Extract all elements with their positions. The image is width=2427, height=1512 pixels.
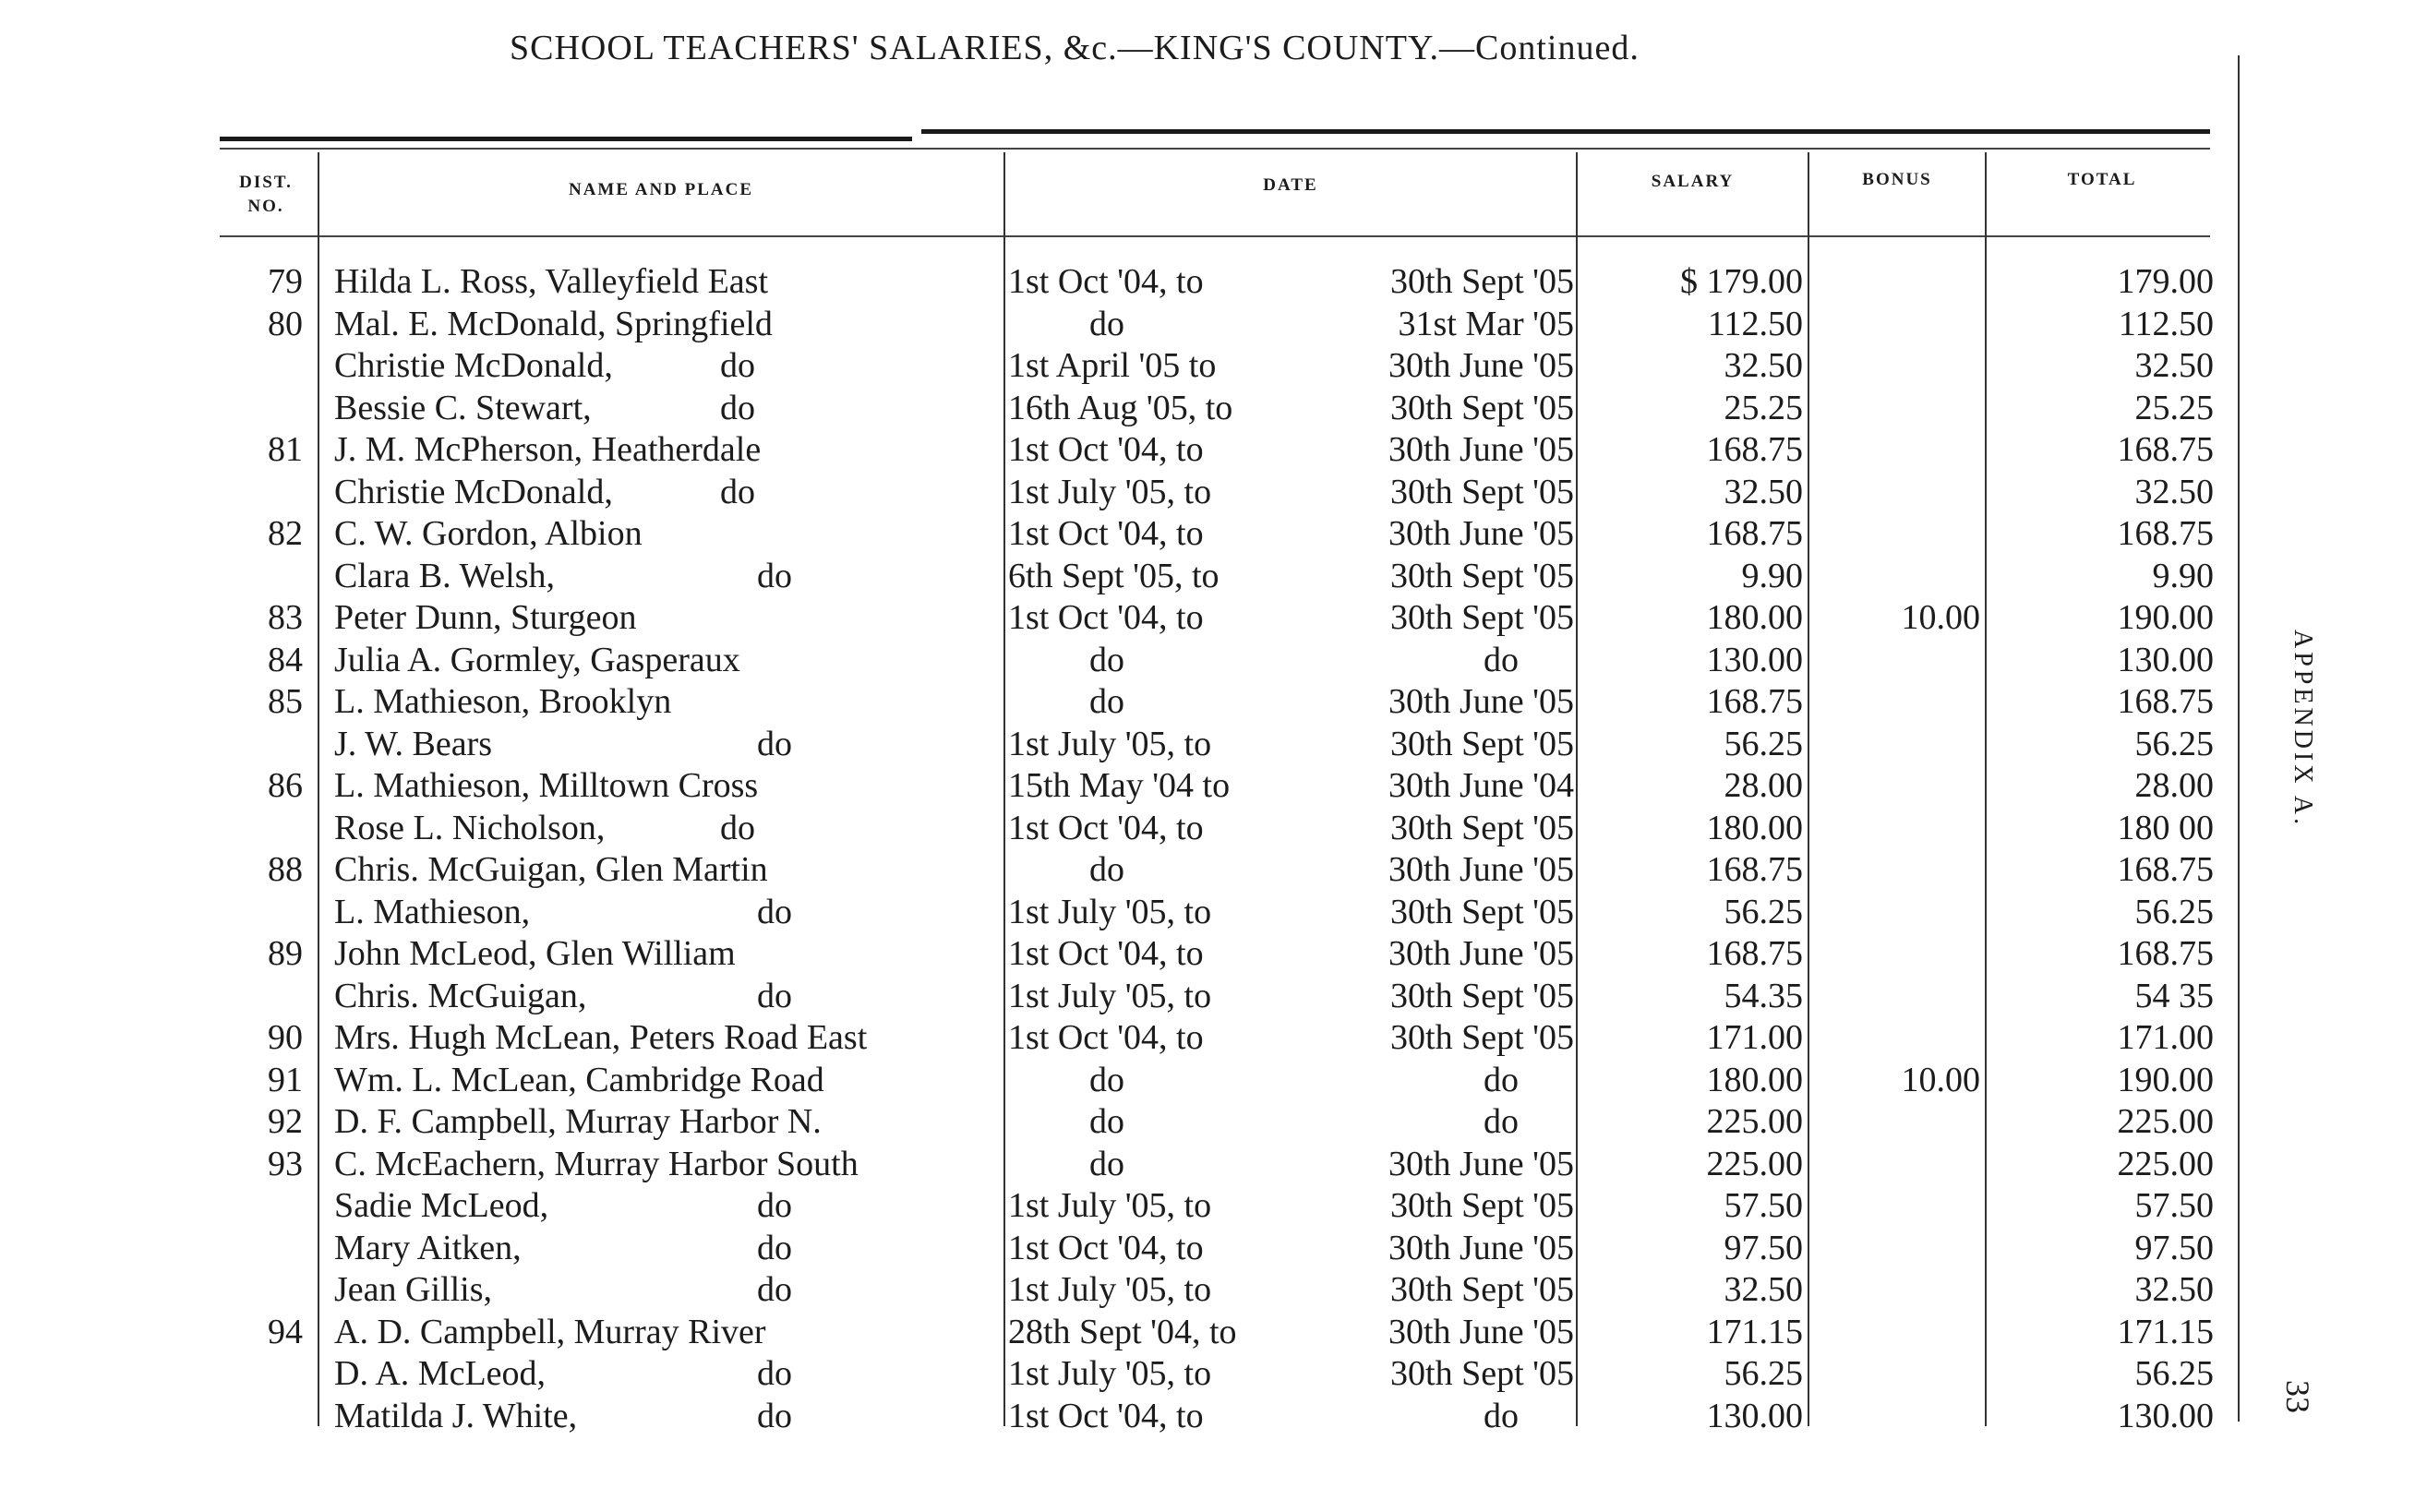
date-to: 30th June '05	[1388, 346, 1574, 385]
header-bottom-rule	[220, 235, 2210, 237]
table-row	[0, 808, 2308, 849]
salary-value: 56.25	[1724, 1354, 1803, 1393]
total-value: 56.25	[2134, 724, 2214, 763]
place-ditto: do	[757, 1186, 792, 1225]
header-salary: SALARY	[1651, 172, 1735, 191]
date-to: 31st Mar '05	[1398, 304, 1574, 343]
date-from: do	[1089, 1144, 1124, 1183]
date-to: 30th Sept '05	[1390, 388, 1574, 427]
date-to: 30th June '05	[1388, 682, 1574, 721]
place-ditto: do	[720, 346, 755, 385]
header-dist-line2: NO.	[247, 197, 284, 216]
dist-number: 91	[268, 1060, 303, 1099]
place-ditto: do	[757, 976, 792, 1015]
dist-number: 88	[268, 850, 303, 889]
date-from: do	[1089, 1102, 1124, 1141]
salary-value: 32.50	[1724, 472, 1803, 511]
table-row	[0, 472, 2308, 513]
dist-number: 93	[268, 1144, 303, 1183]
date-to: 30th June '04	[1388, 766, 1574, 805]
salary-value: 130.00	[1706, 640, 1803, 679]
teacher-name-place: Julia A. Gormley, Gasperaux	[334, 640, 740, 679]
date-to: 30th June '05	[1388, 850, 1574, 889]
date-from: 1st July '05, to	[1008, 976, 1212, 1015]
salary-value: 225.00	[1706, 1102, 1803, 1141]
salary-value: 56.25	[1724, 724, 1803, 763]
table-row	[0, 765, 2308, 807]
teacher-name-place: Rose L. Nicholson,	[334, 808, 606, 847]
top-rule-thick-right	[921, 129, 2210, 134]
date-to: 30th Sept '05	[1390, 808, 1574, 847]
dist-number: 85	[268, 682, 303, 721]
table-row	[0, 849, 2308, 891]
place-ditto: do	[757, 1228, 792, 1267]
date-to: do	[1484, 640, 1519, 679]
date-from: 1st Oct '04, to	[1008, 514, 1204, 553]
place-ditto: do	[757, 1354, 792, 1393]
table-row	[0, 429, 2308, 471]
date-from: do	[1089, 640, 1124, 679]
table-row	[0, 345, 2308, 387]
total-value: 25.25	[2134, 388, 2214, 427]
date-to: 30th Sept '05	[1390, 1354, 1574, 1393]
date-to: 30th Sept '05	[1390, 556, 1574, 595]
date-from: 1st Oct '04, to	[1008, 1228, 1204, 1267]
place-ditto: do	[757, 1270, 792, 1309]
total-value: 32.50	[2134, 346, 2214, 385]
table-row	[0, 1228, 2308, 1269]
date-from: do	[1089, 1060, 1124, 1099]
date-from: 1st April '05 to	[1008, 346, 1217, 385]
salary-value: 56.25	[1724, 892, 1803, 931]
teacher-name-place: Wm. L. McLean, Cambridge Road	[334, 1060, 824, 1099]
salary-value: 25.25	[1724, 388, 1803, 427]
teacher-name-place: Hilda L. Ross, Valleyfield East	[334, 262, 769, 301]
place-ditto: do	[757, 892, 792, 931]
appendix-label: APPENDIX A.	[2289, 630, 2317, 829]
page-number: 33	[2279, 1380, 2316, 1413]
total-value: 28.00	[2134, 766, 2214, 805]
salary-value: 168.75	[1706, 682, 1803, 721]
teacher-name-place: Jean Gillis,	[334, 1270, 492, 1309]
salary-value: 32.50	[1724, 1270, 1803, 1309]
date-from: 1st July '05, to	[1008, 892, 1212, 931]
date-to: 30th Sept '05	[1390, 1018, 1574, 1057]
header-name: NAME AND PLACE	[568, 180, 754, 199]
place-ditto: do	[720, 472, 755, 511]
table-row	[0, 1017, 2308, 1059]
table-row	[0, 1101, 2308, 1143]
teacher-name-place: A. D. Campbell, Murray River	[334, 1312, 766, 1351]
top-rule-thin	[220, 148, 2210, 150]
table-row	[0, 597, 2308, 639]
date-to: 30th June '05	[1388, 514, 1574, 553]
date-from: 1st July '05, to	[1008, 724, 1212, 763]
total-value: 171.00	[2117, 1018, 2214, 1057]
table-row	[0, 892, 2308, 933]
total-value: 168.75	[2117, 934, 2214, 973]
date-from: 1st July '05, to	[1008, 1186, 1212, 1225]
table-row	[0, 556, 2308, 597]
total-value: 32.50	[2134, 472, 2214, 511]
dist-number: 92	[268, 1102, 303, 1141]
date-from: do	[1089, 850, 1124, 889]
date-to: 30th June '05	[1388, 1312, 1574, 1351]
total-value: 112.50	[2118, 304, 2214, 343]
teacher-name-place: Bessie C. Stewart,	[334, 388, 592, 427]
teacher-name-place: D. A. McLeod,	[334, 1354, 547, 1393]
total-value: 168.75	[2117, 850, 2214, 889]
table-row	[0, 933, 2308, 975]
date-to: 30th June '05	[1388, 1228, 1574, 1267]
salary-value: 28.00	[1724, 766, 1803, 805]
teacher-name-place: L. Mathieson, Milltown Cross	[334, 766, 759, 805]
salary-value: 32.50	[1724, 346, 1803, 385]
teacher-name-place: L. Mathieson,	[334, 892, 531, 931]
date-to: do	[1484, 1060, 1519, 1099]
teacher-name-place: L. Mathieson, Brooklyn	[334, 682, 672, 721]
total-value: 54 35	[2134, 976, 2214, 1015]
table-row	[0, 1269, 2308, 1311]
date-from: 28th Sept '04, to	[1008, 1312, 1237, 1351]
header-date: DATE	[1263, 175, 1318, 195]
date-from: 1st July '05, to	[1008, 472, 1212, 511]
teacher-name-place: Chris. McGuigan, Glen Martin	[334, 850, 768, 889]
table-row	[0, 513, 2308, 555]
teacher-name-place: Clara B. Welsh,	[334, 556, 555, 595]
salary-value: 57.50	[1724, 1186, 1803, 1225]
dist-number: 81	[268, 430, 303, 469]
date-from: 1st Oct '04, to	[1008, 262, 1204, 301]
table-row	[0, 1060, 2308, 1101]
total-value: 56.25	[2134, 892, 2214, 931]
table-row	[0, 304, 2308, 345]
date-to: 30th Sept '05	[1390, 724, 1574, 763]
total-value: 97.50	[2134, 1228, 2214, 1267]
salary-value: 54.35	[1724, 976, 1803, 1015]
total-value: 225.00	[2117, 1144, 2214, 1183]
total-value: 130.00	[2117, 640, 2214, 679]
teacher-name-place: J. M. McPherson, Heatherdale	[334, 430, 762, 469]
header-dist-line1: DIST.	[239, 173, 293, 192]
teacher-name-place: C. McEachern, Murray Harbor South	[334, 1144, 859, 1183]
date-from: 16th Aug '05, to	[1008, 388, 1233, 427]
table-row	[0, 976, 2308, 1017]
date-from: 1st July '05, to	[1008, 1354, 1212, 1393]
place-ditto: do	[757, 724, 792, 763]
teacher-name-place: Sadie McLeod,	[334, 1186, 549, 1225]
salary-value: 171.00	[1706, 1018, 1803, 1057]
date-from: 1st Oct '04, to	[1008, 934, 1204, 973]
teacher-name-place: Peter Dunn, Sturgeon	[334, 598, 637, 637]
date-to: 30th June '05	[1388, 934, 1574, 973]
date-to: 30th Sept '05	[1390, 976, 1574, 1015]
dist-number: 84	[268, 640, 303, 679]
place-ditto: do	[757, 1396, 792, 1435]
bonus-value: 10.00	[1901, 598, 1980, 637]
salary-value: 180.00	[1706, 1060, 1803, 1099]
page-title: SCHOOL TEACHERS' SALARIES, &c.—KING'S COUNTY.—Continued.	[510, 29, 1640, 67]
total-value: 32.50	[2134, 1270, 2214, 1309]
teacher-name-place: John McLeod, Glen William	[334, 934, 736, 973]
teacher-name-place: J. W. Bears	[334, 724, 492, 763]
salary-value: 180.00	[1706, 598, 1803, 637]
salary-value: 168.75	[1706, 514, 1803, 553]
date-to: 30th June '05	[1388, 1144, 1574, 1183]
table-row	[0, 640, 2308, 681]
date-from: do	[1089, 682, 1124, 721]
table-row	[0, 1396, 2308, 1437]
salary-value: 180.00	[1706, 808, 1803, 847]
total-value: 225.00	[2117, 1102, 2214, 1141]
date-from: do	[1089, 304, 1124, 343]
dist-number: 94	[268, 1312, 303, 1351]
place-ditto: do	[720, 808, 755, 847]
date-to: 30th Sept '05	[1390, 472, 1574, 511]
date-from: 15th May '04 to	[1008, 766, 1231, 805]
header-dist	[220, 171, 312, 219]
teacher-name-place: Chris. McGuigan,	[334, 976, 587, 1015]
date-to: 30th Sept '05	[1390, 262, 1574, 301]
date-from: 1st July '05, to	[1008, 1270, 1212, 1309]
date-from: 1st Oct '04, to	[1008, 1018, 1204, 1057]
salary-value: $ 179.00	[1680, 262, 1803, 301]
teacher-name-place: Mary Aitken,	[334, 1228, 522, 1267]
dist-number: 79	[268, 262, 303, 301]
salary-value: 168.75	[1706, 934, 1803, 973]
teacher-name-place: D. F. Campbell, Murray Harbor N.	[334, 1102, 822, 1141]
date-to: 30th Sept '05	[1390, 892, 1574, 931]
place-ditto: do	[757, 556, 792, 595]
total-value: 190.00	[2117, 598, 2214, 637]
header-total: TOTAL	[2067, 170, 2137, 189]
date-from: 1st Oct '04, to	[1008, 598, 1204, 637]
table-row	[0, 1312, 2308, 1353]
date-to: 30th Sept '05	[1390, 1186, 1574, 1225]
salary-value: 168.75	[1706, 850, 1803, 889]
total-value: 56.25	[2134, 1354, 2214, 1393]
salary-value: 97.50	[1724, 1228, 1803, 1267]
total-value: 57.50	[2134, 1186, 2214, 1225]
teacher-name-place: C. W. Gordon, Albion	[334, 514, 643, 553]
teacher-name-place: Matilda J. White,	[334, 1396, 578, 1435]
date-from: 6th Sept '05, to	[1008, 556, 1220, 595]
salary-value: 171.15	[1706, 1312, 1803, 1351]
table-row	[0, 681, 2308, 723]
teacher-name-place: Mrs. Hugh McLean, Peters Road East	[334, 1018, 868, 1057]
dist-number: 90	[268, 1018, 303, 1057]
table-row	[0, 1353, 2308, 1395]
dist-number: 82	[268, 514, 303, 553]
place-ditto: do	[720, 388, 755, 427]
date-from: 1st Oct '04, to	[1008, 1396, 1204, 1435]
table-row	[0, 1144, 2308, 1185]
total-value: 130.00	[2117, 1396, 2214, 1435]
bonus-value: 10.00	[1901, 1060, 1980, 1099]
salary-value: 168.75	[1706, 430, 1803, 469]
total-value: 9.90	[2152, 556, 2214, 595]
total-value: 168.75	[2117, 514, 2214, 553]
total-value: 171.15	[2117, 1312, 2214, 1351]
total-value: 168.75	[2117, 430, 2214, 469]
date-to: do	[1484, 1396, 1519, 1435]
date-from: 1st Oct '04, to	[1008, 430, 1204, 469]
salary-value: 130.00	[1706, 1396, 1803, 1435]
date-to: 30th Sept '05	[1390, 1270, 1574, 1309]
teacher-name-place: Christie McDonald,	[334, 472, 613, 511]
dist-number: 89	[268, 934, 303, 973]
salary-value: 112.50	[1707, 304, 1803, 343]
table-row	[0, 724, 2308, 765]
date-to: 30th June '05	[1388, 430, 1574, 469]
total-value: 190.00	[2117, 1060, 2214, 1099]
date-to: do	[1484, 1102, 1519, 1141]
table-row	[0, 1185, 2308, 1227]
teacher-name-place: Christie McDonald,	[334, 346, 613, 385]
dist-number: 83	[268, 598, 303, 637]
salary-value: 225.00	[1706, 1144, 1803, 1183]
date-from: 1st Oct '04, to	[1008, 808, 1204, 847]
dist-number: 86	[268, 766, 303, 805]
dist-number: 80	[268, 304, 303, 343]
total-value: 179.00	[2117, 262, 2214, 301]
top-rule-thick-left	[220, 137, 912, 141]
date-to: 30th Sept '05	[1390, 598, 1574, 637]
salary-value: 9.90	[1741, 556, 1803, 595]
total-value: 180 00	[2117, 808, 2214, 847]
table-row	[0, 261, 2308, 303]
table-row	[0, 388, 2308, 429]
header-bonus: BONUS	[1862, 170, 1932, 189]
teacher-name-place: Mal. E. McDonald, Springfield	[334, 304, 773, 343]
total-value: 168.75	[2117, 682, 2214, 721]
